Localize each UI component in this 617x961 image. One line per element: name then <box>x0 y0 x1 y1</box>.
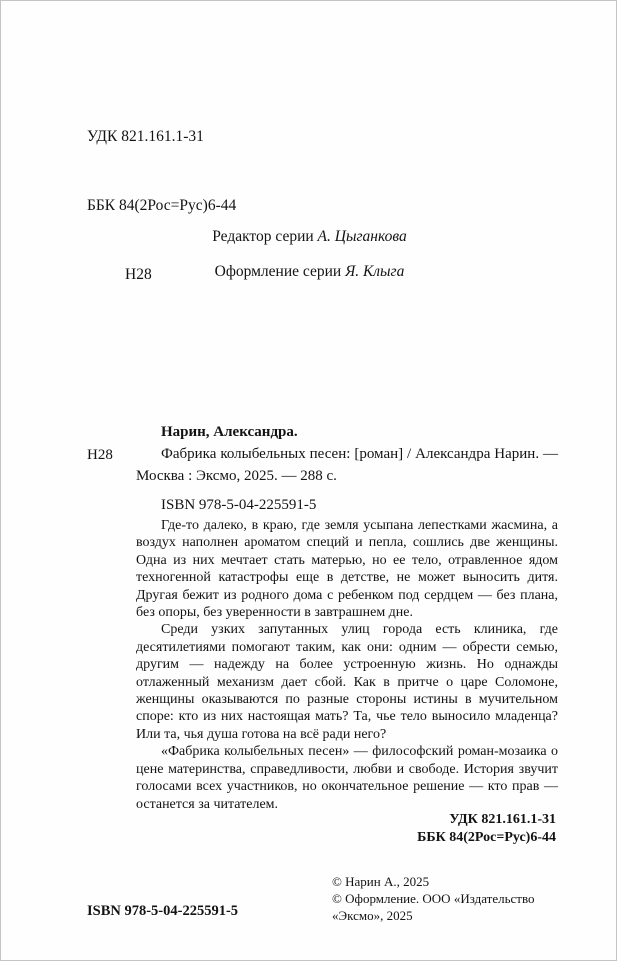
catalog-entry-block <box>136 421 558 516</box>
annotation-paragraph: Среди узких запутанных улиц города есть клиника, где десятилетиями помогают таким, как они: одним — обрести семью, другим — надежду на более устроенную жизнь. Но однажды отлаженный механизм дает сбой. Как в притче о царе Соломоне, женщины оказываются по разные стороны истины в мучительном споре: кто из них настоящая мать? Та, чье тело выносило младенца? Или та, чья душа готова на всё ради него? <box>136 622 558 742</box>
annotation-paragraph: «Фабрика колыбельных песен» — философский роман-мозаика о цене материнства, справедливости, любви и свободе. История звучит голосами всех участников, но окончательное решение — кто прав — останется за читателем. <box>136 744 558 812</box>
bottom-isbn: ISBN 978-5-04-225591-5 <box>87 903 239 919</box>
udk-code-bottom: УДК 821.161.1-31 <box>449 812 556 827</box>
copyright-author: © Нарин А., 2025 <box>332 874 430 889</box>
series-editor-label: Редактор серии <box>212 228 314 245</box>
annotation-block <box>136 517 558 813</box>
bbk-code-bottom: ББК 84(2Рос=Рус)6-44 <box>417 830 556 845</box>
author-sign-top: Н28 <box>125 266 152 283</box>
copyright-block <box>332 873 560 924</box>
series-design-line <box>1 263 617 281</box>
series-editor-name: А. Цыганкова <box>317 228 407 245</box>
catalog-margin-code: Н28 <box>87 447 113 463</box>
annotation-paragraph: Где-то далеко, в краю, где земля усыпана лепестками жасмина, а воздух наполнен ароматом специй и пепла, сошлись две женщины. Одна из них мечтает стать матерью, но ее тело, отравленное ядом техногенной катастрофы еще в детстве, не может выносить дитя. Другая бежит из родного дома с ребенком под сердцем — без плана, без опоры, без уверенности в завтрашнем дне. <box>136 518 558 621</box>
bbk-code-top: ББК 84(2Рос=Рус)6-44 <box>87 197 237 214</box>
copyright-publisher: © Оформление. ООО «Издательство «Эксмо», 2025 <box>332 891 535 923</box>
bottom-codes-block <box>417 811 556 847</box>
series-design-name: Я. Клыга <box>345 263 405 280</box>
udk-code-top: УДК 821.161.1-31 <box>87 128 204 145</box>
catalog-description: Фабрика колыбельных песен: [роман] / Александра Нарин. — Москва : Эксмо, 2025. — 288 с. <box>136 446 558 484</box>
series-design-label: Оформление серии <box>214 263 342 280</box>
catalog-author: Нарин, Александра. <box>161 424 298 440</box>
top-codes-block <box>87 79 236 332</box>
series-editor-line <box>1 228 617 246</box>
catalog-isbn: ISBN 978-5-04-225591-5 <box>161 497 317 513</box>
